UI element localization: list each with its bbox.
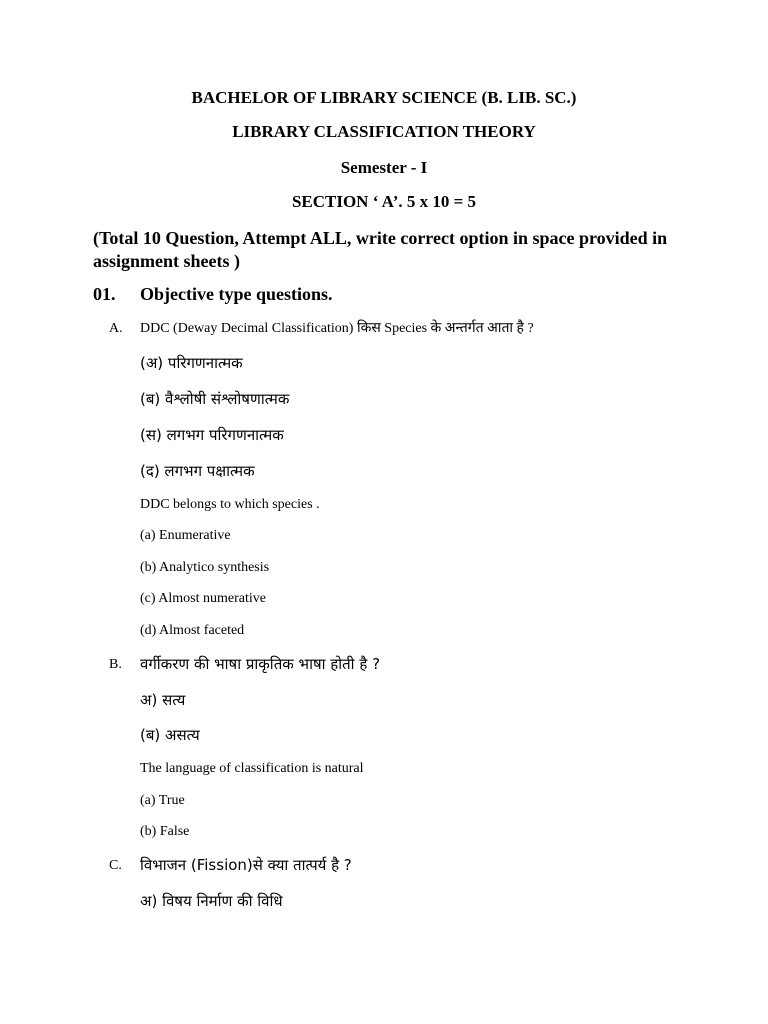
item-a-hindi-option-2: (ब) वैश्लोषी संश्लोषणात्मक [140, 390, 290, 408]
item-a-english-option-3: (c) Almost numerative [140, 591, 266, 606]
item-a-english-option-2: (b) Analytico synthesis [140, 560, 270, 575]
question-number: 01. [93, 284, 116, 304]
item-letter-c: C. [109, 858, 122, 873]
semester-label: Semester - I [340, 158, 428, 177]
item-c-hindi-option-1: अ) विषय निर्माण की विधि [140, 892, 283, 910]
item-letter-b: B. [109, 657, 122, 672]
item-b-english-option-1: (a) True [140, 793, 185, 808]
item-a-english-question: DDC belongs to which species . [140, 497, 320, 512]
item-b-hindi-option-2: (ब) असत्य [140, 726, 200, 744]
subject-title: LIBRARY CLASSIFICATION THEORY [232, 122, 536, 141]
item-a-question-text: DDC (Deway Decimal Classification) किस Species के अन्तर्गत आता है ? [140, 321, 534, 336]
item-c-hindi-question: विभाजन (Fission)से क्या तात्पर्य है ? [140, 856, 352, 874]
item-a-hindi-question [140, 318, 534, 337]
item-b-hindi-question: वर्गीकरण की भाषा प्राकृतिक भाषा होती है ? [140, 655, 381, 673]
item-b-hindi-option-1: अ) सत्य [140, 691, 186, 709]
question-title: Objective type questions. [140, 284, 333, 304]
item-b-english-option-2: (b) False [140, 824, 190, 839]
item-a-hindi-option-4: (द) लगभग पक्षात्मक [140, 462, 255, 480]
item-a-hindi-option-3: (स) लगभग परिगणनात्मक [140, 426, 284, 444]
item-a-english-option-4: (d) Almost faceted [140, 623, 245, 638]
item-a-hindi-option-1: (अ) परिगणनात्मक [140, 354, 243, 372]
instructions-text: (Total 10 Question, Attempt ALL, write correct option in space provided in assignment sheets ) [93, 228, 668, 271]
item-b-english-question: The language of classification is natural [140, 761, 364, 776]
section-label: SECTION ‘ A’. 5 x 10 = 5 [291, 192, 477, 211]
item-letter-a: A. [109, 321, 123, 336]
item-a-english-option-1: (a) Enumerative [140, 528, 231, 543]
document-title: BACHELOR OF LIBRARY SCIENCE (B. LIB. SC.) [191, 88, 577, 107]
